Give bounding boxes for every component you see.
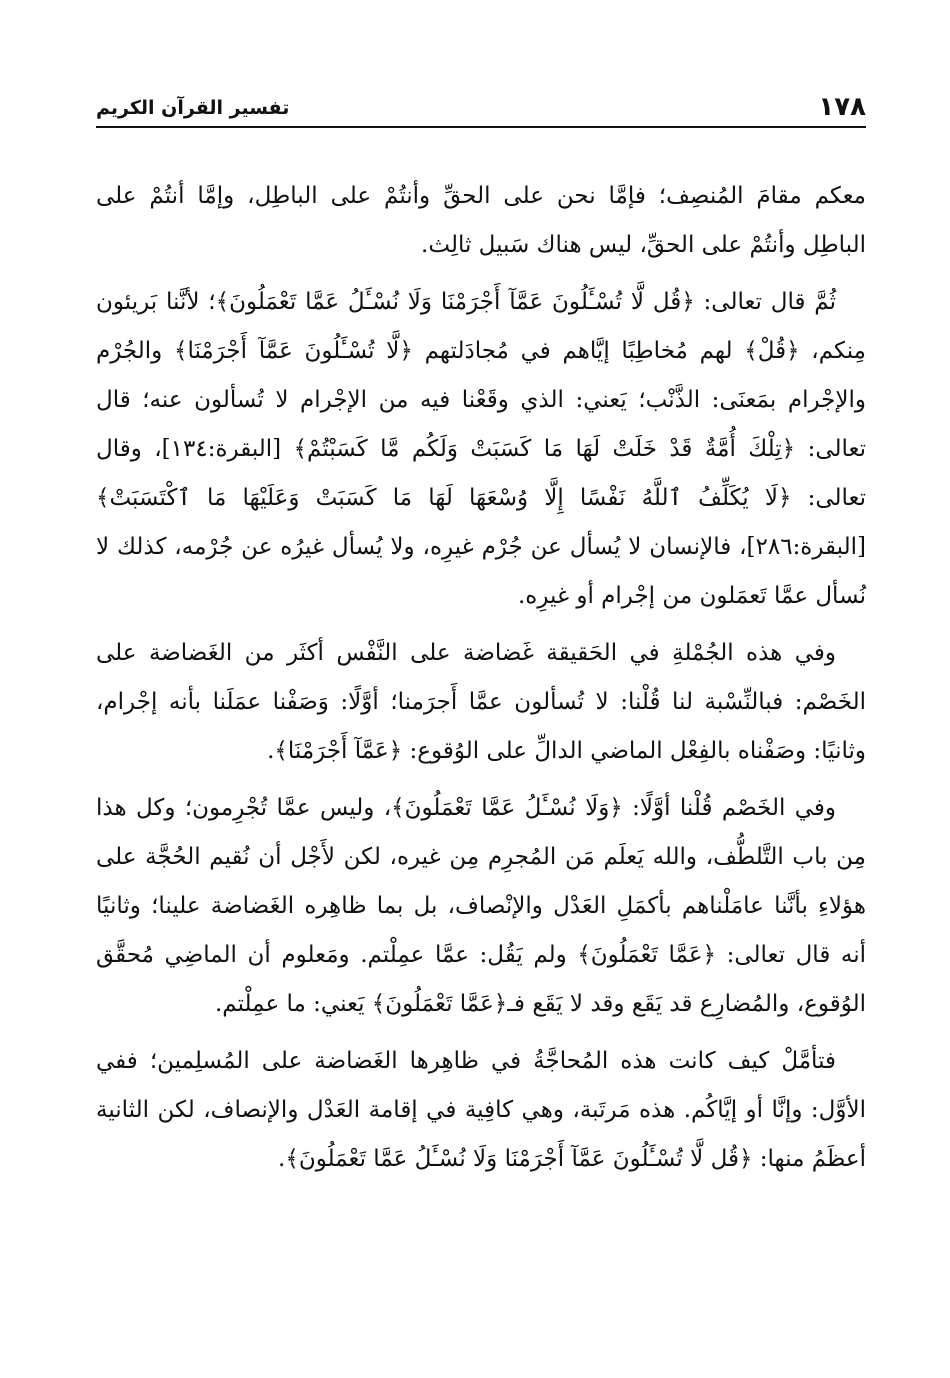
page-number: ١٧٨ (818, 92, 866, 122)
header-divider (96, 126, 866, 128)
running-title: تفسير القرآن الكريم (96, 97, 290, 119)
page-body (96, 172, 866, 1192)
paragraph-1: معكم مقامَ المُنصِف؛ فإمَّا نحن على الحقِّ وأنتُمْ على الباطِل، وإمَّا أنتُمْ على الباطِل وأنتُمْ على الحقِّ، ليس هناك سَبيل ثالِث. (96, 183, 866, 258)
paragraph-5: فتأمَّلْ كيف كانت هذه المُحاجَّةُ في ظاهِرها الغَضاضة على المُسلِمين؛ ففي الأوَّل: وإنَّا أو إيَّاكُم. هذه مَرتَبة، وهي كافِية في إقامة العَدْل والإنصاف، لكن الثانية أعظَمُ منها: ﴿قُل لَّا تُسْـَٔلُونَ عَمَّآ أَجْرَمْنَا وَلَا نُسْـَٔلُ عَمَّا تَعْمَلُونَ﴾. (96, 1048, 866, 1172)
paragraph-4: وفي الخَصْم قُلْنا أوَّلًا: ﴿وَلَا نُسْـَٔلُ عَمَّا تَعْمَلُونَ﴾، وليس عمَّا تُجْرِمون؛ وكل هذا مِن باب التَّلطُّف، والله يَعلَم مَن المُجرِم مِن غيره، لكن لأَجْل أن نُقيم الحُجَّة على هؤلاءِ بأنَّنا عامَلْناهم بأكمَلِ العَدْل والإنْصاف، بل بما ظاهِره الغَضاضة علينا؛ وثانيًا أنه قال تعالى: ﴿عَمَّا تَعْمَلُونَ﴾ ولم يَقُل: عمَّا عمِلْتم. ومَعلوم أن الماضِي مُحقَّق الوُقوع، والمُضارِع قد يَقَع وقد لا يَقَع فـ﴿عَمَّا تَعْمَلُونَ﴾ يَعني: ما عمِلْتم. (96, 795, 866, 1017)
paragraph-2: ثُمَّ قال تعالى: ﴿قُل لَّا تُسْـَٔلُونَ عَمَّآ أَجْرَمْنَا وَلَا نُسْـَٔلُ عَمَّا تَعْمَلُونَ﴾؛ لأنَّنا بَريئون مِنكم، ﴿قُلْ﴾ لهم مُخاطِبًا إيَّاهم في مُجادَلتهم ﴿لَّا تُسْـَٔلُونَ عَمَّآ أَجْرَمْنَا﴾ والجُرْم والإجْرام بمَعنَى: الذَّنْب؛ يَعني: الذي وقَعْنا فيه من الإجْرام لا تُسألون عنه؛ قال تعالى: ﴿تِلْكَ أُمَّةٌ قَدْ خَلَتْ لَهَا مَا كَسَبَتْ وَلَكُم مَّا كَسَبْتُمْ﴾ [البقرة:١٣٤]، وقال تعالى: ﴿لَا يُكَلِّفُ ٱللَّهُ نَفْسًا إِلَّا وُسْعَهَا لَهَا مَا كَسَبَتْ وَعَلَيْهَا مَا ٱكْتَسَبَتْ﴾ [البقرة:٢٨٦]، فالإنسان لا يُسأل عن جُرْم غيرِه، ولا يُسأل غيرُه عن جُرْمه، كذلك لا نُسأل عمَّا تَعمَلون من إجْرام أو غيرِه. (96, 289, 867, 609)
paragraph-3: وفي هذه الجُمْلةِ في الحَقيقة غَضاضة على النَّفْس أكثَر من الغَضاضة على الخَصْم: فبالنِّسْبة لنا قُلْنا: لا تُسألون عمَّا أَجرَمنا؛ أوَّلًا: وَصَفْنا عمَلَنا بأنه إجْرام، وثانيًا: وصَفْناه بالفِعْل الماضي الدالِّ على الوُقوع: ﴿عَمَّآ أَجْرَمْنَا﴾. (96, 640, 866, 764)
page-header (96, 90, 866, 130)
